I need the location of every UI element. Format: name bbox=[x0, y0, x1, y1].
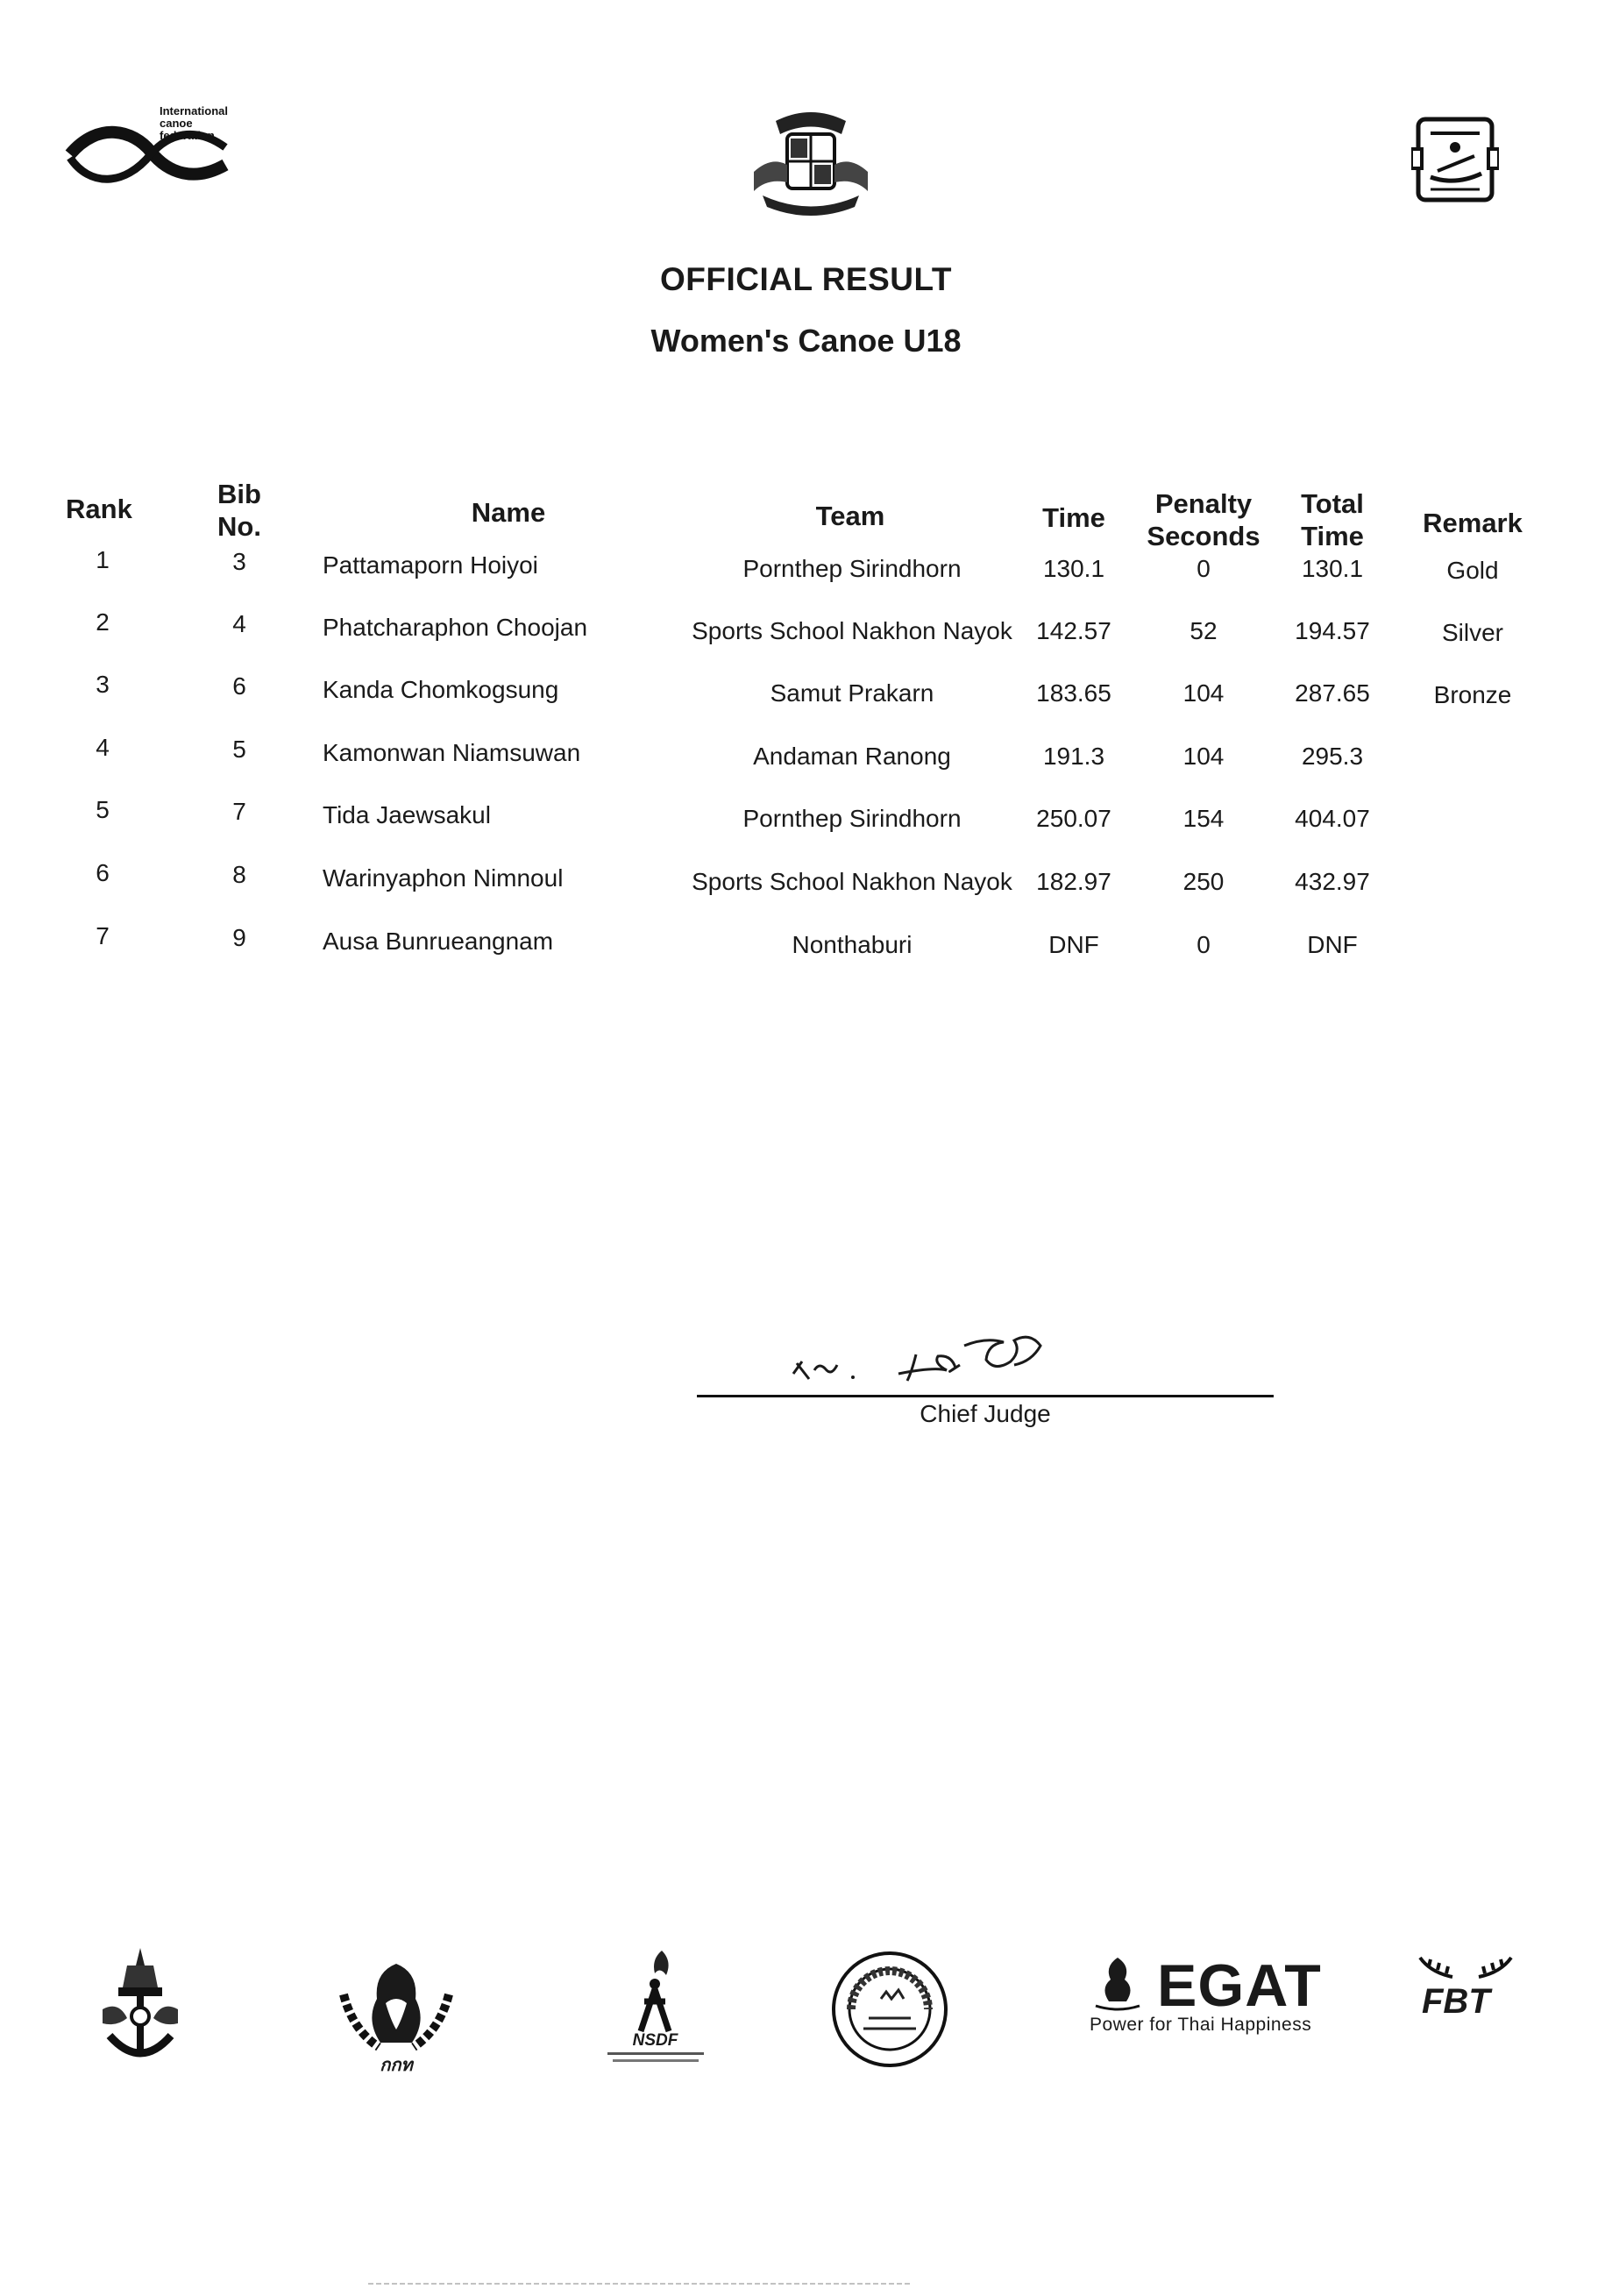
fbt-logo bbox=[1413, 1951, 1518, 2038]
cell-total: 432.97 bbox=[1295, 868, 1370, 895]
cell-rank: 4 bbox=[96, 734, 110, 761]
sports-authority-thailand-text: กกท bbox=[380, 2056, 413, 2075]
cell-team: Sports School Nakhon Nayok bbox=[692, 617, 1012, 644]
event-subtitle: Women's Canoe U18 bbox=[650, 323, 962, 359]
col-rank: Rank bbox=[66, 494, 132, 524]
cell-name: Kanda Chomkogsung bbox=[323, 676, 559, 703]
cell-bib: 5 bbox=[232, 736, 246, 763]
table-row bbox=[0, 545, 1612, 598]
canoe-slalom-pictogram bbox=[1411, 114, 1499, 206]
col-remark: Remark bbox=[1423, 508, 1523, 538]
egat-tagline: Power for Thai Happiness bbox=[1090, 2015, 1312, 2035]
cell-bib: 8 bbox=[232, 861, 246, 888]
cell-rank: 2 bbox=[96, 608, 110, 636]
chief-judge-signature bbox=[785, 1319, 1056, 1390]
table-row bbox=[0, 921, 1612, 974]
cell-rank: 1 bbox=[96, 546, 110, 573]
cell-total: DNF bbox=[1307, 931, 1358, 958]
cell-time: 182.97 bbox=[1036, 868, 1111, 895]
col-bib-line1: Bib bbox=[217, 479, 261, 509]
cell-rank: 3 bbox=[96, 671, 110, 698]
signature-line bbox=[697, 1395, 1274, 1397]
cell-penalty: 104 bbox=[1182, 679, 1225, 707]
thailand-canoe-association-emblem bbox=[736, 103, 885, 217]
icf-logo-text: International canoe federation bbox=[160, 104, 229, 142]
cell-name: Warinyaphon Nimnoul bbox=[323, 864, 564, 892]
cell-remark: Silver bbox=[1441, 619, 1503, 646]
cell-penalty: 0 bbox=[1197, 931, 1211, 958]
nsdf-logo bbox=[600, 1951, 710, 2073]
cell-penalty: 104 bbox=[1182, 743, 1225, 770]
table-row bbox=[0, 608, 1612, 660]
cell-time: 142.57 bbox=[1036, 617, 1111, 644]
cell-total: 287.65 bbox=[1295, 679, 1370, 707]
cell-rank: 7 bbox=[96, 922, 110, 949]
egat-wordmark: EGAT bbox=[1157, 1952, 1322, 2019]
cell-time: 130.1 bbox=[1042, 555, 1105, 582]
nsdf-fine-print bbox=[607, 2052, 704, 2055]
col-penalty bbox=[1140, 487, 1268, 552]
cell-name: Phatcharaphon Choojan bbox=[323, 614, 588, 641]
cell-team: Pornthep Sirindhorn bbox=[742, 805, 962, 832]
nsdf-fine-print bbox=[613, 2059, 699, 2062]
cell-team: Pornthep Sirindhorn bbox=[742, 555, 962, 582]
table-row bbox=[0, 733, 1612, 785]
cell-team: Andaman Ranong bbox=[753, 743, 951, 770]
fbt-wordmark: FBT bbox=[1422, 1982, 1490, 2021]
col-bib bbox=[209, 478, 270, 543]
cell-rank: 5 bbox=[96, 796, 110, 823]
col-name: Name bbox=[471, 497, 546, 528]
circular-seal-logo bbox=[828, 1948, 951, 2071]
scan-artifact-line bbox=[368, 2283, 912, 2285]
cell-time: 191.3 bbox=[1042, 743, 1105, 770]
cell-bib: 7 bbox=[232, 798, 246, 825]
cell-team: Sports School Nakhon Nayok bbox=[692, 868, 1012, 895]
col-penalty-line2: Seconds bbox=[1147, 521, 1260, 551]
table-row bbox=[0, 670, 1612, 722]
cell-total: 404.07 bbox=[1295, 805, 1370, 832]
cell-rank: 6 bbox=[96, 859, 110, 886]
cell-bib: 6 bbox=[232, 672, 246, 700]
sports-authority-thailand-logo bbox=[335, 1959, 458, 2073]
col-team: Team bbox=[815, 501, 885, 531]
cell-name: Tida Jaewsakul bbox=[323, 801, 491, 828]
cell-penalty: 0 bbox=[1197, 555, 1211, 582]
cell-penalty: 250 bbox=[1182, 868, 1225, 895]
cell-penalty: 52 bbox=[1189, 617, 1218, 644]
col-penalty-line1: Penalty bbox=[1154, 488, 1253, 519]
cell-bib: 9 bbox=[232, 924, 246, 951]
royal-navy-emblem bbox=[92, 1948, 188, 2071]
col-bib-line2: No. bbox=[217, 511, 261, 542]
cell-time: DNF bbox=[1048, 931, 1099, 958]
nsdf-text: NSDF bbox=[632, 2031, 678, 2050]
cell-time: 183.65 bbox=[1036, 679, 1111, 707]
cell-remark: Gold bbox=[1446, 557, 1499, 584]
cell-total: 194.57 bbox=[1295, 617, 1370, 644]
cell-remark: Bronze bbox=[1433, 681, 1512, 708]
cell-total: 130.1 bbox=[1301, 555, 1364, 582]
cell-team: Samut Prakarn bbox=[770, 679, 934, 707]
col-total bbox=[1280, 487, 1385, 552]
cell-time: 250.07 bbox=[1036, 805, 1111, 832]
cell-name: Pattamaporn Hoiyoi bbox=[323, 551, 538, 579]
page-title: OFFICIAL RESULT bbox=[660, 261, 952, 297]
chief-judge-label: Chief Judge bbox=[920, 1400, 1051, 1427]
cell-penalty: 154 bbox=[1182, 805, 1225, 832]
col-total-line2: Time bbox=[1301, 521, 1364, 551]
table-row bbox=[0, 795, 1612, 848]
cell-bib: 3 bbox=[232, 548, 246, 575]
cell-bib: 4 bbox=[232, 610, 246, 637]
cell-name: Kamonwan Niamsuwan bbox=[323, 739, 581, 766]
cell-name: Ausa Bunrueangnam bbox=[323, 928, 554, 955]
cell-team: Nonthaburi bbox=[792, 931, 913, 958]
col-total-line1: Total bbox=[1301, 488, 1364, 519]
col-time: Time bbox=[1042, 502, 1105, 533]
cell-total: 295.3 bbox=[1301, 743, 1364, 770]
table-row bbox=[0, 858, 1612, 911]
